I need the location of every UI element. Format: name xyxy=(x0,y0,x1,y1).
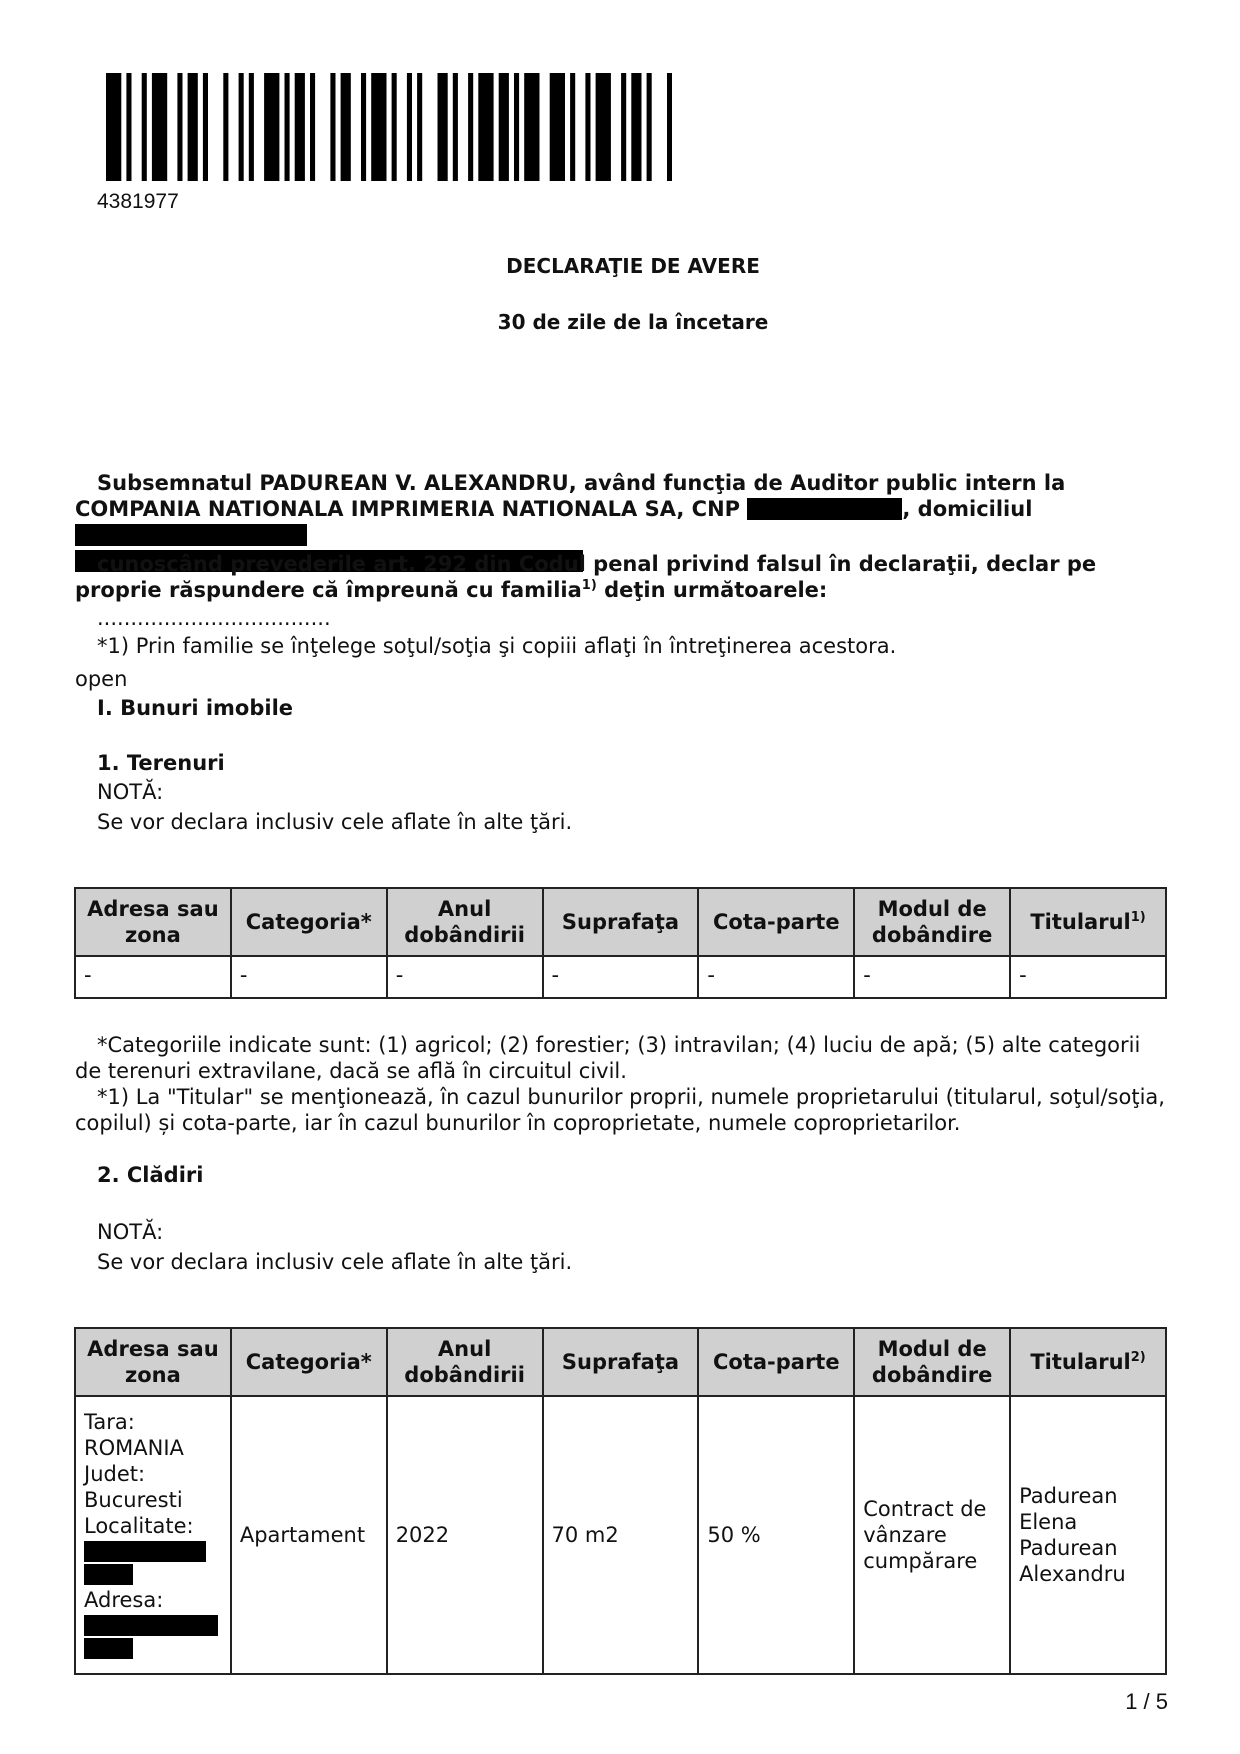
barcode-bar xyxy=(285,73,290,181)
redacted-adresa-1 xyxy=(84,1615,218,1636)
cladiri-table xyxy=(74,1327,1167,1675)
intro-text-b: , domiciliul xyxy=(902,497,1033,521)
titular-footnote xyxy=(75,1084,1165,1136)
address-localitate: Localitate: xyxy=(84,1514,194,1538)
barcode-bar xyxy=(453,73,458,181)
barcode-bar xyxy=(478,73,493,181)
barcode-bar xyxy=(310,73,315,181)
subsection-heading-cladiri: 2. Clădiri xyxy=(97,1163,204,1187)
document-subtitle: 30 de zile de la încetare xyxy=(497,310,769,334)
cell-adresa: - xyxy=(75,956,231,998)
address-tara: Tara: ROMANIA xyxy=(84,1410,184,1460)
cell-suprafata: - xyxy=(543,956,699,998)
col-header-titular xyxy=(1010,888,1166,956)
col-header-suprafata: Suprafaţa xyxy=(543,1328,699,1396)
barcode-bar xyxy=(468,73,473,181)
redacted-localitate-2 xyxy=(84,1564,133,1585)
barcode-bar xyxy=(341,73,351,181)
dotted-line: ................................... xyxy=(97,606,331,630)
titular-label: Titularul xyxy=(1030,1350,1131,1374)
table-header-row xyxy=(75,1328,1166,1396)
barcode-bar xyxy=(239,73,244,181)
barcode-bar xyxy=(585,73,590,181)
col-header-suprafata: Suprafaţa xyxy=(543,888,699,956)
cell-adresa xyxy=(75,1396,231,1674)
cell-titular: Padurean Elena Padurean Alexandru xyxy=(1010,1396,1166,1674)
categories-footnote xyxy=(75,1032,1165,1084)
col-header-anul: Anul dobândirii xyxy=(387,888,543,956)
barcode-bar xyxy=(417,73,422,181)
subsection-heading-terenuri: 1. Terenuri xyxy=(97,751,225,775)
cell-modul: Contract de vânzare cumpărare xyxy=(854,1396,1010,1674)
barcode-bar xyxy=(647,73,652,181)
table-row xyxy=(75,956,1166,998)
barcode-bar xyxy=(570,73,575,181)
note-text: Se vor declara inclusiv cele aflate în alte ţări. xyxy=(97,1250,573,1274)
cell-cota: - xyxy=(698,956,854,998)
footnote-marker: 2) xyxy=(1130,1350,1146,1365)
redacted-cnp xyxy=(747,498,902,520)
barcode-bar xyxy=(203,73,208,181)
cell-suprafata: 70 m2 xyxy=(543,1396,699,1674)
barcode-bar xyxy=(514,73,519,181)
barcode-bar xyxy=(550,73,565,181)
barcode-bar xyxy=(392,73,397,181)
address-judet: Judet: Bucuresti xyxy=(84,1462,183,1512)
barcode-bar xyxy=(361,73,366,181)
barcode-bar xyxy=(142,73,147,181)
barcode-bar xyxy=(330,73,335,181)
barcode-bar xyxy=(188,73,198,181)
declaration-text-a: cunoscând prevederile art. 292 din Codul penal privind falsul în declaraţii, declar pe proprie răspundere că împreună cu familia xyxy=(75,552,1097,602)
barcode-number: 4381977 xyxy=(97,190,179,213)
barcode-bar xyxy=(499,73,509,181)
barcode xyxy=(106,73,672,181)
cell-titular: - xyxy=(1010,956,1166,998)
declaration-text-b: deţin următoarele: xyxy=(604,578,828,602)
document-title: DECLARAŢIE DE AVERE xyxy=(506,254,760,278)
cell-categoria: - xyxy=(231,956,387,998)
titular-label: Titularul xyxy=(1030,910,1131,934)
col-header-categoria: Categoria* xyxy=(231,1328,387,1396)
titular-footnote-text: *1) La "Titular" se menţionează, în cazul bunurilor proprii, numele proprietarului (titularul, soţul/soţia, copilul) și cota-parte, iar în cazul bunurilor în coproprietate, numele coproprietarilor. xyxy=(75,1085,1165,1135)
cell-anul: 2022 xyxy=(387,1396,543,1674)
col-header-adresa: Adresa sau zona xyxy=(75,888,231,956)
barcode-bar xyxy=(152,73,167,181)
note-label: NOTĂ: xyxy=(97,1220,164,1244)
cell-cota: 50 % xyxy=(698,1396,854,1674)
col-header-anul: Anul dobândirii xyxy=(387,1328,543,1396)
barcode-bar xyxy=(106,73,121,181)
declaration-paragraph xyxy=(75,551,1165,603)
terenuri-table xyxy=(74,887,1167,999)
page-number: 1 / 5 xyxy=(1125,1689,1168,1714)
barcode-bar xyxy=(407,73,412,181)
redacted-localitate-1 xyxy=(84,1541,206,1562)
cell-anul: - xyxy=(387,956,543,998)
barcode-bar xyxy=(371,73,386,181)
barcode-bar xyxy=(249,73,254,181)
family-note: *1) Prin familie se înţelege soţul/soţia şi copiii aflaţi în întreţinerea acestora. xyxy=(97,634,897,658)
table-header-row xyxy=(75,888,1166,956)
footnote-marker: 1) xyxy=(581,578,597,593)
barcode-bar xyxy=(295,73,305,181)
barcode-bar xyxy=(438,73,448,181)
redacted-adresa-2 xyxy=(84,1638,133,1659)
barcode-bar xyxy=(524,73,539,181)
cell-modul: - xyxy=(854,956,1010,998)
barcode-bar xyxy=(223,73,228,181)
col-header-cota: Cota-parte xyxy=(698,888,854,956)
section-heading-bunuri-imobile: I. Bunuri imobile xyxy=(97,696,294,720)
address-adresa: Adresa: xyxy=(84,1588,164,1612)
col-header-titular xyxy=(1010,1328,1166,1396)
barcode-bar xyxy=(596,73,611,181)
redacted-address-1 xyxy=(75,524,307,546)
col-header-modul: Modul de dobândire xyxy=(854,888,1010,956)
barcode-bar xyxy=(667,73,672,181)
barcode-bar xyxy=(631,73,641,181)
table-row xyxy=(75,1396,1166,1674)
note-label: NOTĂ: xyxy=(97,780,164,804)
col-header-categoria: Categoria* xyxy=(231,888,387,956)
col-header-cota: Cota-parte xyxy=(698,1328,854,1396)
categories-footnote-text: *Categoriile indicate sunt: (1) agricol; (2) forestier; (3) intravilan; (4) luciu de apă; (5) alte categorii de terenuri extravilane, dacă se află în circuitul civil. xyxy=(75,1033,1141,1083)
footnote-marker: 1) xyxy=(1130,910,1146,925)
col-header-modul: Modul de dobândire xyxy=(854,1328,1010,1396)
barcode-bar xyxy=(126,73,131,181)
barcode-bar xyxy=(621,73,626,181)
open-text: open xyxy=(75,667,128,691)
intro-text-a: Subsemnatul PADUREAN V. ALEXANDRU, având funcţia de Auditor public intern la COMPANIA NATIONALA IMPRIMERIA NATIONALA SA, CNP xyxy=(75,471,1066,521)
cell-categoria: Apartament xyxy=(231,1396,387,1674)
note-text: Se vor declara inclusiv cele aflate în alte ţări. xyxy=(97,810,573,834)
barcode-bar xyxy=(177,73,182,181)
barcode-bar xyxy=(264,73,279,181)
col-header-adresa: Adresa sau zona xyxy=(75,1328,231,1396)
